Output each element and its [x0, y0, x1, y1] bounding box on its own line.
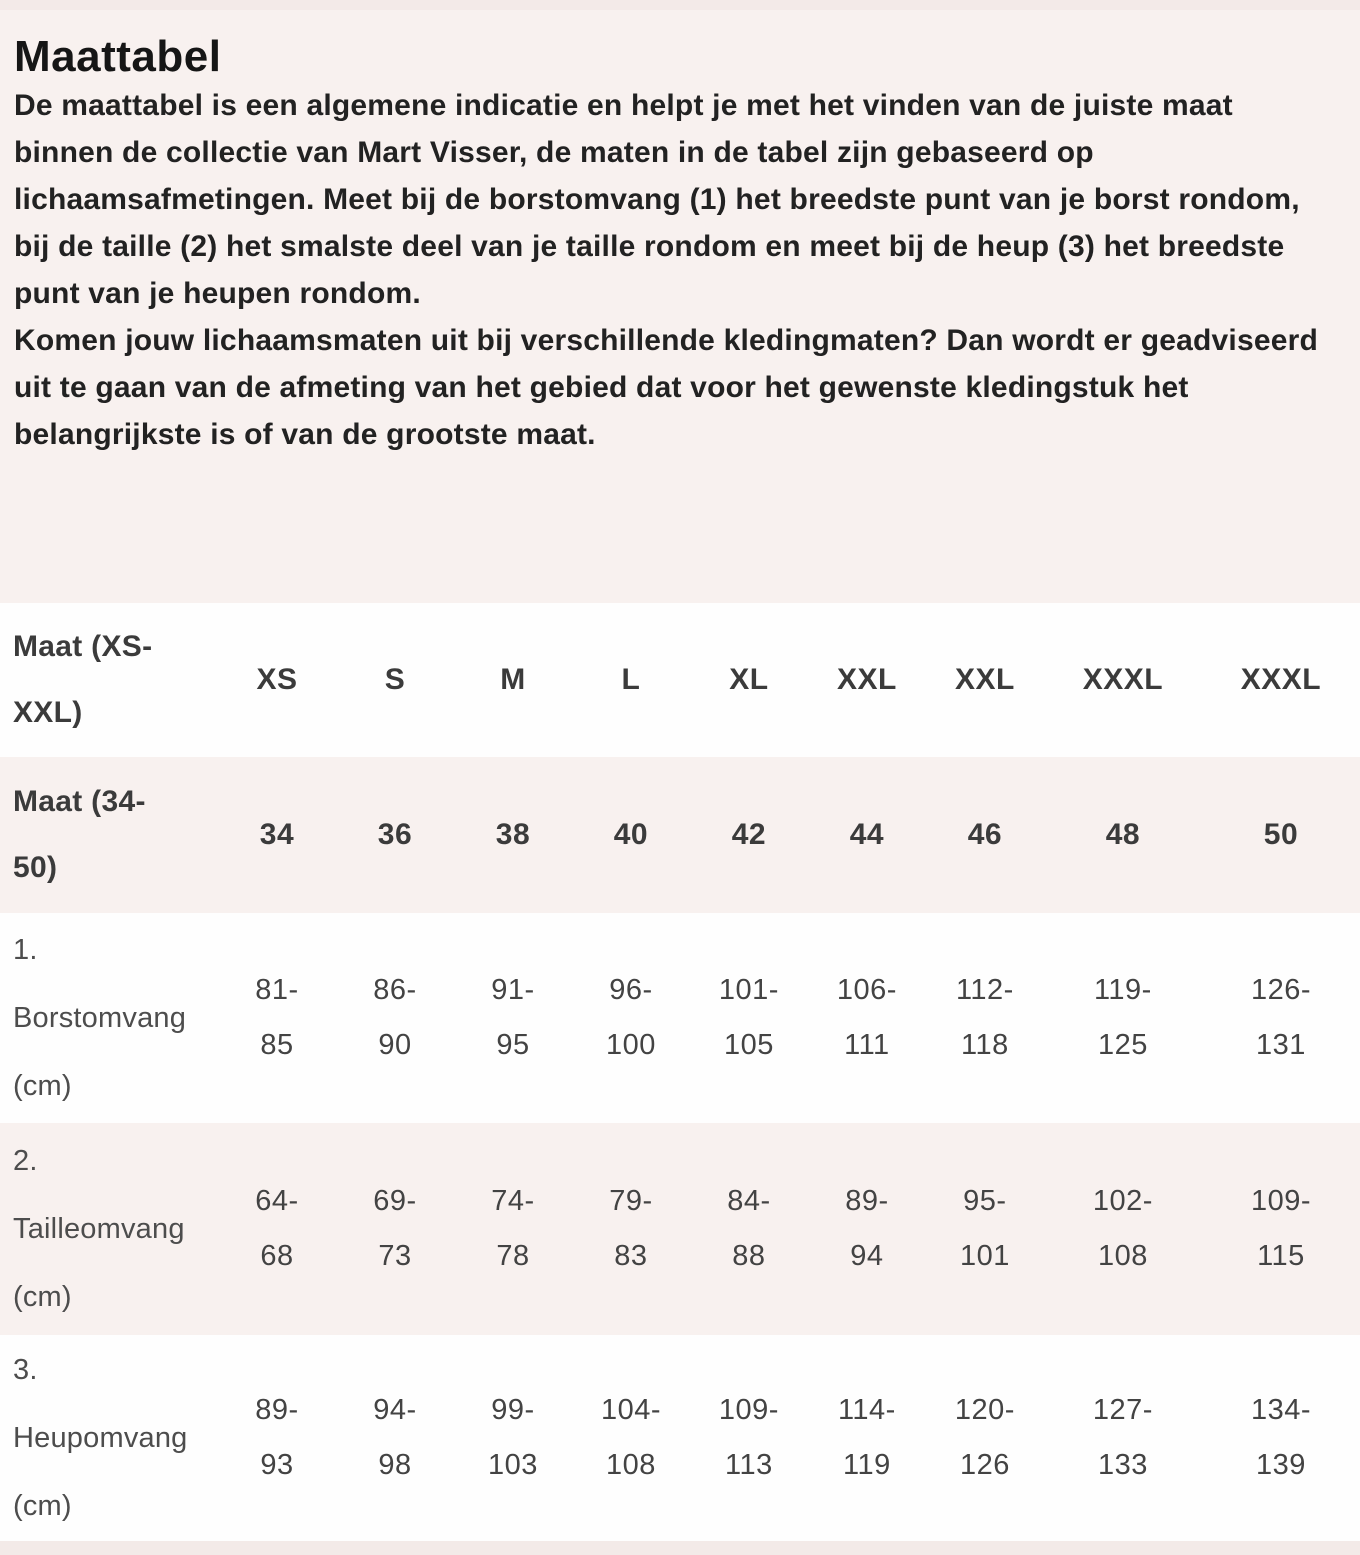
table-row-waist: [0, 1123, 1360, 1335]
table-row-bust: [0, 913, 1360, 1123]
measure-cell: 112-118: [955, 974, 1014, 1061]
measure-cell: 120-126: [954, 1394, 1015, 1481]
size-cell: XXL: [954, 663, 1015, 696]
measure-cell: 109-115: [1250, 1185, 1311, 1272]
size-cell: 48: [1105, 818, 1141, 851]
size-cell: L: [621, 663, 641, 696]
measure-cell: 86-90: [373, 974, 417, 1061]
measure-cell: 102-108: [1092, 1185, 1153, 1272]
size-cell: 36: [377, 818, 413, 851]
measure-cell: 106-111: [836, 974, 897, 1061]
row-label: 1. Borstomvang (cm): [13, 934, 187, 1102]
size-cell: 42: [731, 818, 767, 851]
row-label: Maat (34-50): [13, 785, 146, 884]
measure-cell: 101-105: [718, 974, 779, 1061]
intro-section: [0, 10, 1360, 603]
measure-cell: 95-101: [959, 1185, 1010, 1272]
measure-cell: 109-113: [718, 1394, 779, 1481]
row-label-cell: [0, 603, 218, 757]
measure-cell: 69-73: [373, 1185, 417, 1272]
measure-cell: 84-88: [727, 1185, 771, 1272]
measure-cell: 134-139: [1250, 1394, 1311, 1481]
size-cell: S: [384, 663, 406, 696]
size-cell: XS: [256, 663, 298, 696]
measure-cell: 127-133: [1092, 1394, 1153, 1481]
row-label: 3. Heupomvang (cm): [13, 1354, 188, 1522]
measure-cell: 64-68: [255, 1185, 299, 1272]
size-cell: XXXL: [1082, 663, 1164, 696]
measure-cell: 89-94: [845, 1185, 889, 1272]
table-row-hip: [0, 1335, 1360, 1541]
measure-cell: 91-95: [491, 974, 535, 1061]
measure-cell: 94-98: [373, 1394, 417, 1481]
row-label-cell: [0, 1123, 218, 1335]
size-cell: M: [500, 663, 526, 696]
size-cell: 50: [1263, 818, 1299, 851]
row-label-cell: [0, 757, 218, 913]
table-row-size-numbers: [0, 757, 1360, 913]
intro-paragraph-2: Komen jouw lichaamsmaten uit bij verschillende kledingmaten? Dan wordt er geadviseerd uit te gaan van de afmeting van het gebied dat voor het gewenste kledingstuk het belangrijkste is of van de grootste maat.: [14, 324, 1318, 451]
measure-cell: 126-131: [1250, 974, 1311, 1061]
measure-cell: 104-108: [600, 1394, 661, 1481]
measure-cell: 89-93: [255, 1394, 299, 1481]
page-edge-top: [0, 0, 1360, 10]
row-label-cell: [0, 1335, 218, 1541]
measure-cell: 114-119: [837, 1394, 896, 1481]
measure-cell: 74-78: [491, 1185, 535, 1272]
size-table: [0, 603, 1360, 1541]
size-cell: XXL: [836, 663, 897, 696]
measure-cell: 96-100: [605, 974, 656, 1061]
measure-cell: 99-103: [488, 1394, 538, 1481]
size-cell: 46: [967, 818, 1003, 851]
size-cell: 38: [495, 818, 531, 851]
size-cell: XL: [729, 663, 769, 696]
row-label: 2. Tailleomvang (cm): [13, 1145, 185, 1313]
measure-cell: 119-125: [1093, 974, 1152, 1061]
size-cell: XXXL: [1240, 663, 1322, 696]
table-row-size-letters: [0, 603, 1360, 757]
row-label: Maat (XS-XXL): [13, 630, 153, 729]
page-edge-bottom: [0, 1541, 1360, 1555]
row-label-cell: [0, 913, 218, 1123]
size-cell: 34: [259, 818, 295, 851]
page-title: Maattabel: [14, 32, 222, 81]
intro-paragraph-1: De maattabel is een algemene indicatie en helpt je met het vinden van de juiste maat binnen de collectie van Mart Visser, de maten in de tabel zijn gebaseerd op lichaamsafmetingen. Meet bij de borstomvang (1) het breedste punt van je borst rondom, bij de taille (2) het smalste deel van je taille rondom en meet bij de heup (3) het breedste punt van je heupen rondom.: [14, 89, 1300, 310]
measure-cell: 81-85: [255, 974, 299, 1061]
size-cell: 44: [849, 818, 885, 851]
size-cell: 40: [613, 818, 649, 851]
measure-cell: 79-83: [609, 1185, 653, 1272]
